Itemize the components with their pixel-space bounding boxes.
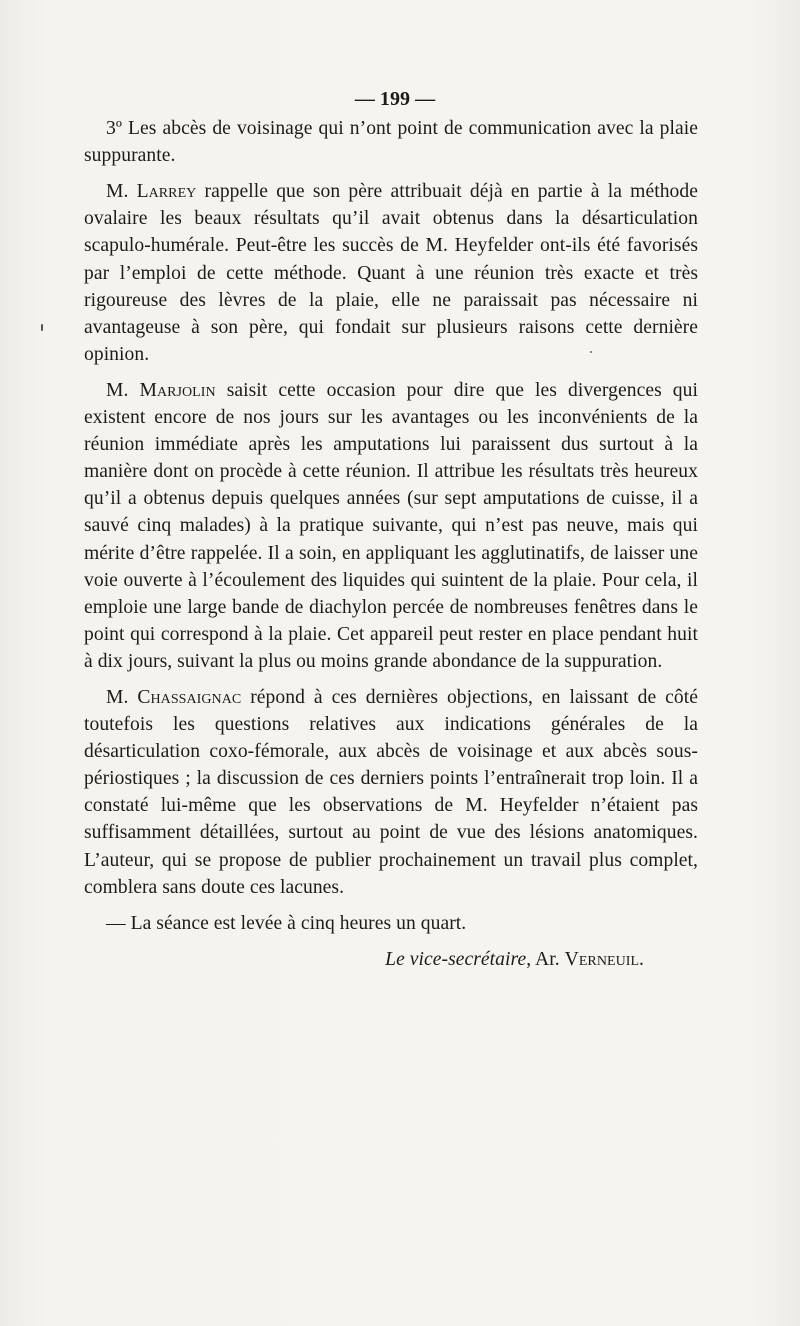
paragraph-chassaignac [84, 684, 698, 901]
signature-title: Le vice-secrétaire [385, 948, 527, 970]
signature-separator: , Ar. [526, 948, 565, 970]
page-number: — 199 — [354, 88, 436, 110]
paragraph-text: rappelle que son père attribuait déjà en partie à la méthode ovalaire les beaux résultats qu’il avait obtenus dans la désarticulation scapulo-humérale. Peut-être les succès de M. Heyfelder ont-ils été favorisés par l’emploi de cette méthode. Quant à une réunion très exacte et très rigoureuse des lèvres de la plaie, elle ne paraissait pas nécessaire ni avantageuse à son père, qui fondait sur plusieurs raisons cette dernière opinion. [84, 181, 698, 365]
paragraph-marjolin [84, 377, 698, 675]
paragraph-larrey [84, 178, 698, 368]
signature-line [84, 946, 698, 973]
paragraph-text: répond à ces dernières objections, en laissant de côté toutefois les questions relatives aux indications générales de la désarticulation coxo-fémorale, aux abcès de voisinage et aux abcès sous-périostiques ; la discussion de ces derniers points l’entraînerait trop loin. Il a constaté lui-même que les observations de M. Heyfelder n’étaient pas suffisamment détaillées, surtout au point de vue des lésions anatomiques. L’auteur, qui se propose de publier prochainement un travail plus complet, comblera sans doute ces lacunes. [84, 686, 698, 898]
paragraph-closing [84, 910, 698, 937]
page-text [84, 86, 698, 973]
paragraph-text: 3º Les abcès de voisinage qui n’ont point de communication avec la plaie suppurante. [84, 118, 698, 167]
paragraph-text: saisit cette occasion pour dire que les divergences qui existent encore de nos jours sur les avantages ou les inconvénients de la réunion immédiate après les amputations lui paraissent dus surtout à la manière dont on procède à cette réunion. Il attribue les résultats très heureux qu’il a obtenus depuis quelques années (sur sept amputations de cuisse, il a sauvé cinq malades) à la pratique suivante, qui n’est pas neuve, mais qui mérite d’être rappelée. Il a soin, en appliquant les agglutinatifs, de laisser une voie ouverte à l’écoulement des liquides qui suintent de la plaie. Pour cela, il emploie une large bande de diachylon percée de nombreuses fenêtres dans le point qui correspond à la plaie. Cet appareil peut rester en place pendant huit à dix jours, suivant la plus ou moins grande abondance de la suppuration. [84, 379, 698, 672]
paragraph-text: — La séance est levée à cinq heures un quart. [106, 912, 467, 934]
margin-mark [41, 324, 43, 331]
signature-name: Verneuil. [564, 948, 644, 970]
speaker-name: M. Marjolin [106, 379, 216, 401]
speaker-name: M. Chassaignac [106, 686, 242, 708]
speaker-name: M. Larrey [106, 181, 197, 203]
paragraph-item-3 [84, 115, 698, 169]
